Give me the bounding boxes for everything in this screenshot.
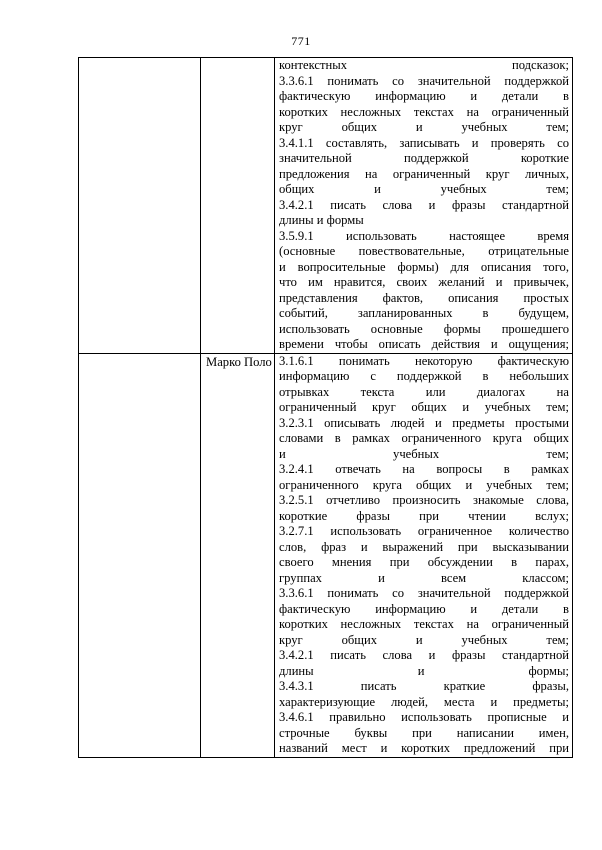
table-row xyxy=(79,353,573,757)
objective-line: ограниченный круг общих и учебных тем; xyxy=(279,400,569,414)
objective-line: представления фактов, описания простых xyxy=(279,290,569,305)
section-cell xyxy=(79,353,201,757)
objective-line: группах и всем классом; xyxy=(279,570,569,585)
objective-line: характеризующие людей, места и предметы; xyxy=(279,694,569,709)
objective-line: коротких несложных текстах на ограниченный xyxy=(279,104,569,119)
curriculum-table xyxy=(78,57,573,758)
objective-line: длины и формы xyxy=(279,213,364,227)
objective-line: отрывках текста или диалогах на xyxy=(279,384,569,399)
theme-cell: Марко Поло xyxy=(201,353,275,757)
objective-line: времени чтобы описать действия и ощущения; xyxy=(279,337,569,351)
objective-line: короткие фразы при чтении вслух; xyxy=(279,508,569,523)
objective-line: круг общих и учебных тем; xyxy=(279,120,569,134)
objective-line: информацию с поддержкой в небольших xyxy=(279,369,569,383)
objective-line: событий, запланированных в будущем, xyxy=(279,306,569,320)
objective-line: коротких несложных текстах на ограниченный xyxy=(279,617,569,631)
objective-line: 3.5.9.1 использовать настоящее время xyxy=(279,228,569,243)
objective-line: 3.2.5.1 отчетливо произносить знакомые слова, xyxy=(279,493,569,507)
section-cell xyxy=(79,58,201,354)
theme-cell xyxy=(201,58,275,354)
objective-line: 3.4.2.1 писать слова и фразы стандартной xyxy=(279,648,569,662)
objective-line: 3.2.7.1 использовать ограниченное количество xyxy=(279,524,569,538)
objective-line: 3.4.1.1 составлять, записывать и проверять со xyxy=(279,135,569,150)
objective-line: 3.1.6.1 понимать некоторую фактическую xyxy=(279,353,569,368)
objective-line: слов, фраз и выражений при высказывании xyxy=(279,539,569,554)
objective-line: 3.2.4.1 отвечать на вопросы в рамках xyxy=(279,462,569,476)
objective-line: предложения на ограниченный круг личных, xyxy=(279,166,569,181)
objective-line: 3.4.6.1 правильно использовать прописные и xyxy=(279,710,569,724)
objective-line: (основные повествовательные, отрицательные xyxy=(279,244,569,258)
objective-line: 3.3.6.1 понимать со значительной поддержкой xyxy=(279,73,569,88)
objective-line: строчные буквы при написании имен, xyxy=(279,725,569,740)
objective-line: словами в рамках ограниченного круга общих xyxy=(279,431,569,445)
table-row xyxy=(79,58,573,354)
objective-line: и учебных тем; xyxy=(279,446,569,461)
objective-line: и вопросительные формы) для описания того, xyxy=(279,259,569,274)
objective-line: круг общих и учебных тем; xyxy=(279,632,569,647)
objective-line: фактическую информацию и детали в xyxy=(279,89,569,103)
objective-line: контекстных подсказок; xyxy=(279,58,569,72)
objective-line: названий мест и коротких предложений при xyxy=(279,741,569,755)
objective-line: использовать основные формы прошедшего xyxy=(279,321,569,336)
objective-line: 3.4.3.1 писать краткие фразы, xyxy=(279,679,569,693)
objective-line: 3.4.2.1 писать слова и фразы стандартной xyxy=(279,197,569,212)
objective-line: значительной поддержкой короткие xyxy=(279,151,569,165)
objective-line: своего мнения при обсуждении в парах, xyxy=(279,555,569,569)
objective-line: общих и учебных тем; xyxy=(279,182,569,196)
objective-line: ограниченного круга общих и учебных тем; xyxy=(279,477,569,492)
objectives-cell xyxy=(275,353,573,757)
objective-line: фактическую информацию и детали в xyxy=(279,601,569,616)
objective-line: 3.3.6.1 понимать со значительной поддержкой xyxy=(279,586,569,600)
page-number: 771 xyxy=(291,34,311,48)
objective-line: 3.2.3.1 описывать людей и предметы простыми xyxy=(279,415,569,430)
objective-line: длины и формы; xyxy=(279,663,569,678)
objectives-cell xyxy=(275,58,573,354)
objective-line: что им нравится, своих желаний и привычек, xyxy=(279,275,569,289)
